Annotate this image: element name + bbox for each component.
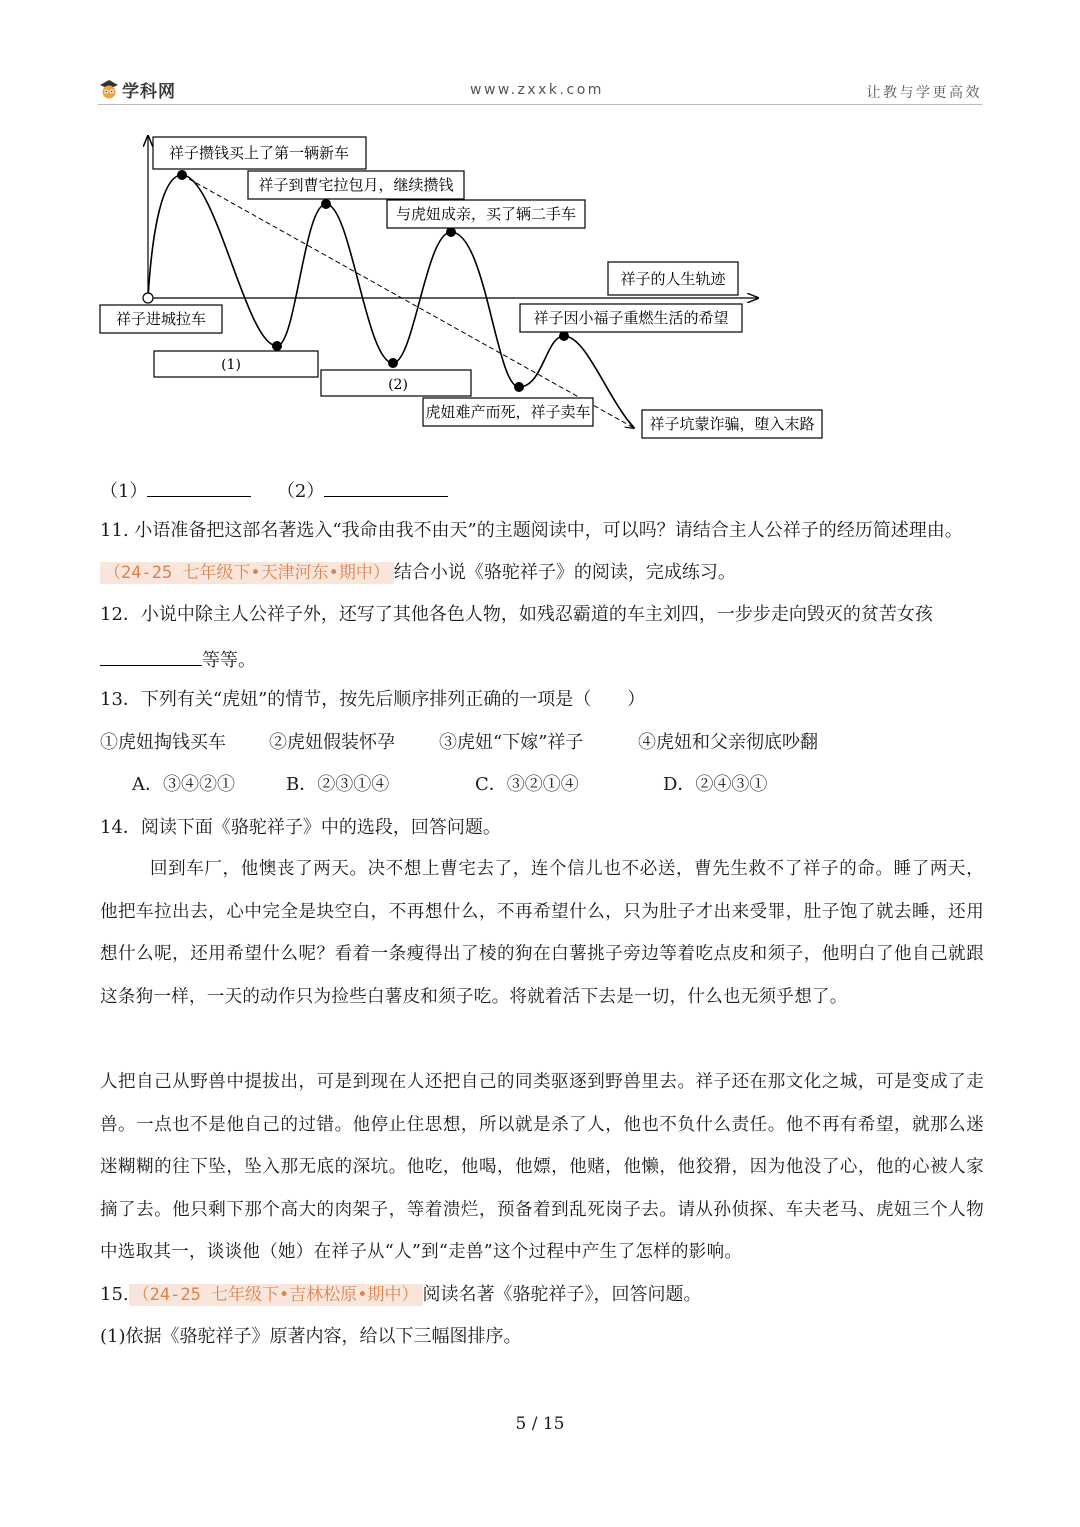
blank-box-2 <box>321 370 471 396</box>
q15-exam-source-tag: （24-25 七年级下•吉林松原•期中） <box>129 1284 423 1306</box>
page-number: 5 / 15 <box>515 1414 565 1434</box>
answer-blank-2[interactable] <box>324 478 448 497</box>
label-first-car <box>153 137 366 169</box>
q13-option-d[interactable]: D．②④③① <box>663 774 768 795</box>
svg-text:(1): (1) <box>221 357 241 373</box>
q13-event-4: ④虎妞和父亲彻底吵翻 <box>638 732 818 753</box>
peak-cao-house <box>321 199 331 209</box>
logo-text: 学科网 <box>122 81 176 102</box>
exam-intro-text: 结合小说《骆驼祥子》的阅读，完成练习。 <box>393 562 736 583</box>
label-cao-house <box>248 171 464 199</box>
question-11: 11. 小语准备把这部名著选入“我命由我不由天”的主题阅读中，可以吗？请结合主人公祥子的经历简述理由。 <box>100 520 963 541</box>
svg-text:祥子因小福子重燃生活的希望: 祥子因小福子重燃生活的希望 <box>533 309 729 327</box>
logo <box>98 78 176 100</box>
q13-option-c[interactable]: C．③②①④ <box>475 774 579 795</box>
header-slogan: 让教与学更高效 <box>866 85 982 101</box>
valley-hu-niu-death <box>514 382 524 392</box>
question-12: 12．小说中除主人公祥子外，还写了其他各色人物，如残忍霸道的车主刘四，一步步走向毁灭的贫苦女孩 <box>100 604 933 625</box>
question-13: 13．下列有关“虎妞”的情节，按先后顺序排列正确的一项是（ ） <box>100 689 646 710</box>
label-hu-niu-death <box>423 398 593 426</box>
q12-answer-blank[interactable] <box>100 647 202 666</box>
q14-passage-paragraph-2: 人把自己从野兽中提拔出，可是到现在人还把自己的同类驱逐到野兽里去。祥子还在那文化之城，可是变成了走兽。一点也不是他自己的过错。他停止住思想，所以就是杀了人，他也不负什么责任。他不再有希望，就那么迷迷糊糊的往下坠，坠入那无底的深坑。他吃，他喝，他嫖，他赌，他懒，他狡猾，因为他没了心，他的心被人家摘了去。他只剩下那个高大的肉架子，等着溃烂，预备着到乱死岗子去。请从孙侦探、车夫老马、虎妞三个人物中选取其一，谈谈他（她）在祥子从“人”到“走兽”这个过程中产生了怎样的影响。 <box>100 1072 984 1262</box>
label-decline <box>642 410 822 438</box>
q12-text-end: 等等。 <box>202 650 256 671</box>
blank-box-1 <box>154 351 318 377</box>
life-trajectory-diagram <box>96 132 836 466</box>
q15-number: 15. <box>100 1284 129 1305</box>
svg-text:祥子的人生轨迹: 祥子的人生轨迹 <box>620 270 726 288</box>
svg-text:(2): (2) <box>388 377 408 393</box>
q14-passage-paragraph-1: 回到车厂，他懊丧了两天。决不想上曹宅去了，连个信儿也不必送，曹先生救不了祥子的命。睡了两天，他把车拉出去，心中完全是块空白，不再想什么，不再希望什么，只为肚子才出来受罪，肚子饱了就去睡，还用想什么呢，还用希望什么呢？看着一条瘦得出了棱的狗在白薯挑子旁边等着吃点皮和须子，他明白了他自己就跟这条狗一样，一天的动作只为捡些白薯皮和须子吃。将就着活下去是一切，什么也无须乎想了。 <box>100 859 984 1007</box>
exam-intro-tianjin <box>100 562 736 584</box>
q13-event-3: ③虎妞“下嫁”祥子 <box>439 732 584 753</box>
q13-event-1: ①虎妞掏钱买车 <box>100 732 226 753</box>
start-point <box>143 293 153 303</box>
diagram-answer-line <box>100 478 448 503</box>
answer-label-1: （1） <box>100 481 148 502</box>
label-life-path <box>608 262 738 295</box>
question-12-continued <box>100 647 256 672</box>
svg-text:祥子攒钱买上了第一辆新车: 祥子攒钱买上了第一辆新车 <box>168 144 350 162</box>
page-header <box>98 74 982 105</box>
valley-1 <box>272 341 282 351</box>
trajectory-chart <box>96 132 836 462</box>
answer-label-2: （2） <box>276 481 325 502</box>
svg-text:祥子进城拉车: 祥子进城拉车 <box>115 310 207 328</box>
peak-first-car <box>177 170 187 180</box>
q15-text: 阅读名著《骆驼祥子》，回答问题。 <box>422 1284 702 1305</box>
q13-option-b[interactable]: B．②③①④ <box>286 774 390 795</box>
svg-text:祥子到曹宅拉包月，继续攒钱: 祥子到曹宅拉包月，继续攒钱 <box>258 176 454 194</box>
logo-owl-icon <box>98 79 120 99</box>
q15-sub-1: (1)依据《骆驼祥子》原著内容，给以下三幅图排序。 <box>100 1326 522 1347</box>
question-15 <box>100 1284 702 1306</box>
label-hu-niu-marriage <box>387 200 585 228</box>
svg-text:祥子坑蒙诈骗，堕入末路: 祥子坑蒙诈骗，堕入末路 <box>649 415 815 433</box>
exam-source-tag: （24-25 七年级下•天津河东•期中） <box>100 562 394 584</box>
label-enter-city <box>100 305 222 333</box>
label-xiao-fuzi <box>520 304 742 332</box>
site-url[interactable]: www.zxxk.com <box>470 82 604 98</box>
q13-option-a[interactable]: A．③④②① <box>132 774 235 795</box>
svg-text:虎妞难产而死，祥子卖车: 虎妞难产而死，祥子卖车 <box>425 403 591 421</box>
svg-text:与虎妞成亲，买了辆二手车: 与虎妞成亲，买了辆二手车 <box>395 205 577 223</box>
valley-2 <box>388 358 398 368</box>
answer-blank-1[interactable] <box>147 478 251 497</box>
q13-event-2: ②虎妞假装怀孕 <box>269 732 395 753</box>
question-14: 14．阅读下面《骆驼祥子》中的选段，回答问题。 <box>100 817 501 838</box>
